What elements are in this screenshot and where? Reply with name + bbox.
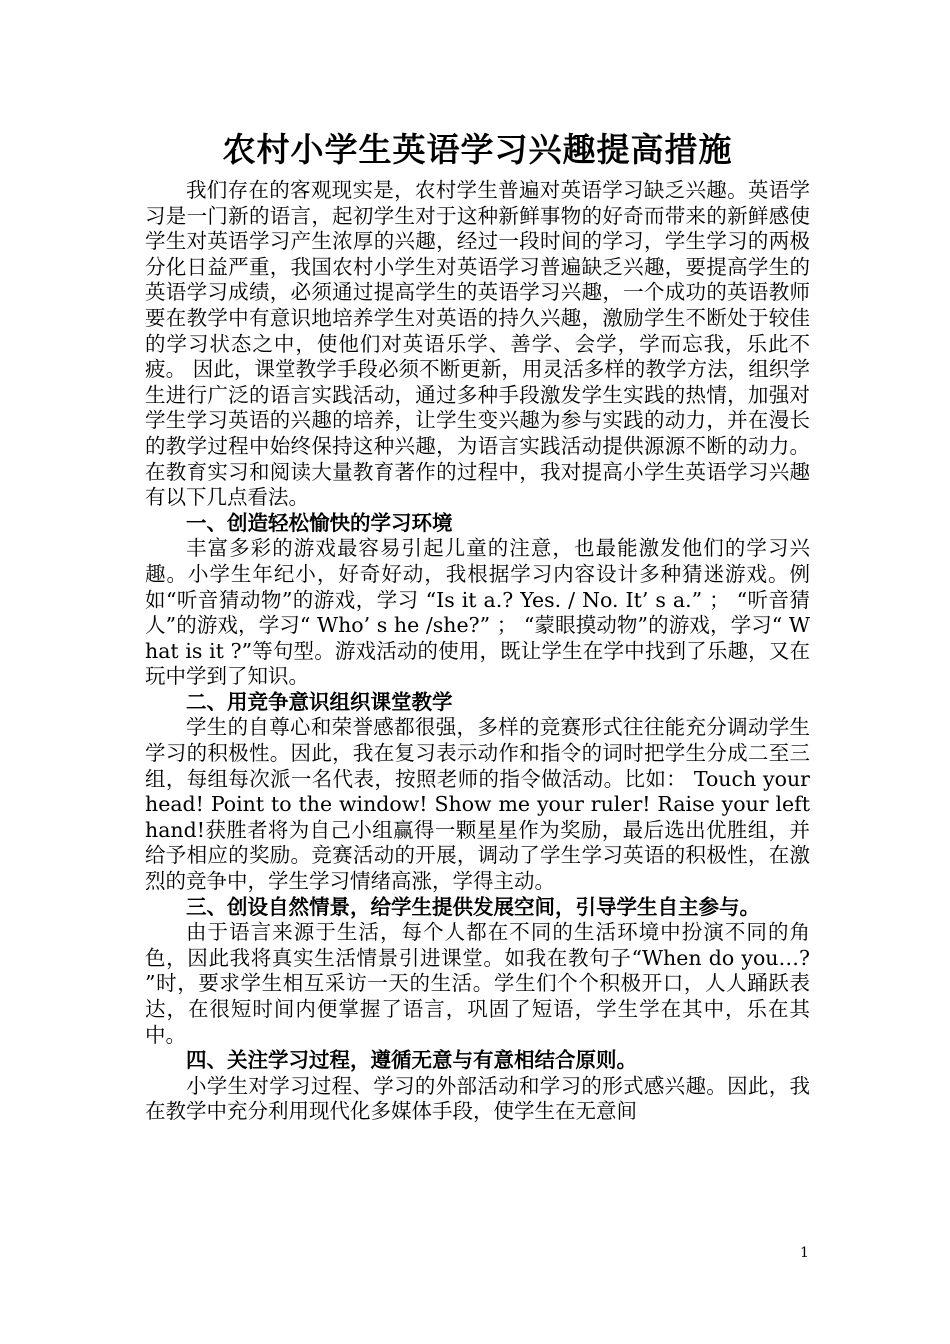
section-3-heading: 三、创设自然情景，给学生提供发展空间，引导学生自主参与。 (186, 894, 760, 919)
document-page (145, 128, 810, 1125)
page-number: 1 (800, 1245, 809, 1261)
section-1-heading: 一、创造轻松愉快的学习环境 (186, 510, 453, 535)
section-2-heading: 二、用竞争意识组织课堂教学 (186, 689, 453, 714)
section-1-body: 丰富多彩的游戏最容易引起儿童的注意，也最能激发他们的学习兴趣。小学生年纪小，好奇好动，我根据学习内容设计多种猜迷游戏。例如“听音猜动物”的游戏，学习 “Is it a.? Yes. / No. It’ s a.” ； “听音猜人”的游戏，学习“ Who’ s he /she?” ； “蒙眼摸动物”的游戏，学习“ What is it ?”等句型。游戏活动的使用，既让学生在学中找到了乐趣，又在玩中学到了知识。 (145, 536, 810, 689)
section-2-body: 学生的自尊心和荣誉感都很强，多样的竞赛形式往往能充分调动学生学习的积极性。因此，我在复习表示动作和指令的词时把学生分成二至三组，每组每次派一名代表，按照老师的指令做活动。比如： Touch your head! Point to the window! Show me your ruler! Raise your left hand!获胜者将为自己小组赢得一颗星星作为奖励，最后选出优胜组，并给予相应的奖励。竞赛活动的开展，调动了学生学习英语的积极性，在激烈的竞争中，学生学习情绪高涨，学得主动。 (145, 715, 810, 894)
section-4-body: 小学生对学习过程、学习的外部活动和学习的形式感兴趣。因此，我在教学中充分利用现代化多媒体手段，使学生在无意间 (145, 1073, 810, 1124)
section-4-heading: 四、关注学习过程，遵循无意与有意相结合原则。 (186, 1048, 637, 1073)
section-3-body: 由于语言来源于生活，每个人都在不同的生活环境中扮演不同的角色，因此我将真实生活情景引进课堂。如我在教句子“When do you…? ”时，要求学生相互采访一天的生活。学生们个个积极开口，人人踊跃表达，在很短时间内便掌握了语言，巩固了短语，学生学在其中，乐在其中。 (145, 920, 810, 1047)
document-title: 农村小学生英语学习兴趣提高措施 (222, 130, 733, 169)
intro-paragraph: 我们存在的客观现实是，农村学生普遍对英语学习缺乏兴趣。英语学习是一门新的语言，起初学生对于这种新鲜事物的好奇而带来的新鲜感使学生对英语学习产生浓厚的兴趣，经过一段时间的学习，学生学习的两极分化日益严重，我国农村小学生对英语学习普遍缺乏兴趣，要提高学生的英语学习成绩，必须通过提高学生的英语学习兴趣，一个成功的英语教师要在教学中有意识地培养学生对英语的持久兴趣，激励学生不断处于较佳的学习状态之中，使他们对英语乐学、善学、会学，学而忘我，乐此不疲。 因此，课堂教学手段必须不断更新，用灵活多样的教学方法，组织学生进行广泛的语言实践活动，通过多种手段激发学生实践的热情，加强对学生学习英语的兴趣的培养，让学生变兴趣为参与实践的动力，并在漫长的教学过程中始终保持这种兴趣，为语言实践活动提供源源不断的动力。在教育实习和阅读大量教育著作的过程中，我对提高小学生英语学习兴趣有以下几点看法。 (145, 178, 810, 510)
